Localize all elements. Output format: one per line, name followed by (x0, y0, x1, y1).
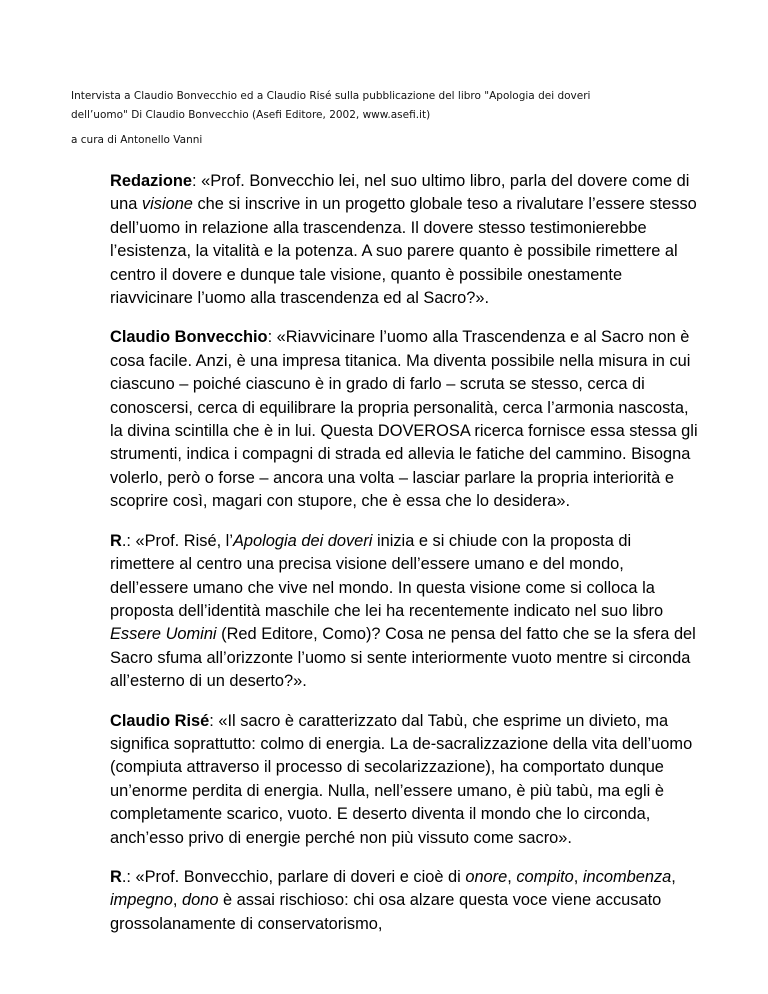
italic-term: impegno (110, 891, 173, 910)
paragraph-4 (110, 710, 700, 850)
text-run: .: «Prof. Risé, l’ (121, 531, 233, 550)
text-run: è assai rischioso: chi osa alzare questa voce viene accusato grossolanamente di conservatorismo, (110, 891, 662, 933)
speaker-label: Redazione (110, 172, 192, 190)
book-title: Essere Uomini (110, 625, 217, 644)
separator: , (671, 867, 676, 886)
separator: , (573, 867, 583, 886)
curator-line: a cura di Antonello Vanni (71, 134, 203, 146)
italic-term: onore (465, 867, 508, 886)
text-run: .: «Prof. Bonvecchio, parlare di doveri e cioè di (121, 867, 466, 886)
text-run: : «Prof. Bonvecchio lei, nel suo ultimo libro, parla del dovere come di una (110, 172, 690, 214)
paragraph-5 (110, 866, 700, 936)
header-line-2: dell’uomo" Di Claudio Bonvecchio (Asefi Editore, 2002, www.asefi.it) (71, 109, 431, 121)
text-run: che si inscrive in un progetto globale teso a rivalutare l’essere stesso dell’uomo in relazione alla trascendenza. Il dovere stesso testimonierebbe l’esistenza, la vitalità e la potenza. A suo parere quanto è possibile rimettere al centro il dovere e dunque tale visione, quanto è possibile onestamente riavvicinare l’uomo alla trascendenza ed al Sacro?». (110, 195, 697, 308)
separator: , (507, 867, 517, 886)
separator: , (172, 891, 182, 910)
paragraph-3 (110, 530, 700, 694)
italic-term: compito (516, 867, 574, 886)
speaker-label: R (110, 531, 122, 550)
text-run: : «Il sacro è caratterizzato dal Tabù, che esprime un divieto, ma significa soprattutto: colmo di energia. La de-sacralizzazione della vita dell’uomo (compiuta attraverso il processo di secolarizzazione), ha comportato dunque un’enorme perdita di energia. Nulla, nell’essere umano, è più tabù, ma egli è completamente scarico, vuoto. E deserto diventa il mondo che lo circonda, anch’esso privo di energie perché non più vissuto come sacro». (110, 711, 693, 847)
italic-term: dono (181, 891, 219, 910)
italic-term: incombenza (582, 867, 672, 886)
text-run: : «Riavvicinare l’uomo alla Trascendenza e al Sacro non è cosa facile. Anzi, è una impresa titanica. Ma diventa possibile nella misura in cui ciascuno – poiché ciascuno è in grado di farlo – scruta se stesso, cerca di conoscersi, cerca di equilibrare la propria personalità, cerca l’armonia nascosta, la divina scintilla che è in lui. Questa DOVEROSA ricerca fornisce essa stessa gli strumenti, indica i compagni di strada ed allevia le fatiche del cammino. Bisogna volerlo, però o forse – ancora una volta – lasciar parlare la propria interiorità e scoprire così, magari con stupore, che è essa che lo desidera». (110, 328, 698, 511)
paragraph-2 (110, 326, 700, 513)
book-title: Apologia dei doveri (232, 531, 373, 550)
text-run: (Red Editore, Como)? Cosa ne pensa del fatto che se la sfera del Sacro sfuma all’orizzonte l’uomo si sente interiormente vuoto mentre si circonda all’esterno di un deserto?». (110, 625, 696, 691)
speaker-label: Claudio Risé (110, 711, 210, 730)
document-header (71, 87, 691, 125)
italic-term: visione (141, 195, 193, 214)
interview-body (110, 170, 700, 952)
speaker-label: Claudio Bonvecchio (110, 328, 268, 347)
speaker-label: R (110, 867, 122, 886)
paragraph-1 (110, 170, 700, 310)
header-line-1: Intervista a Claudio Bonvecchio ed a Claudio Risé sulla pubblicazione del libro "Apologia dei doveri (71, 90, 591, 102)
text-run: inizia e si chiude con la proposta di rimettere al centro una precisa visione dell’essere umano e del mondo, dell’essere umano che vive nel mondo. In questa visione come si colloca la proposta dell’identità maschile che lei ha recentemente indicato nel suo libro (110, 531, 664, 620)
